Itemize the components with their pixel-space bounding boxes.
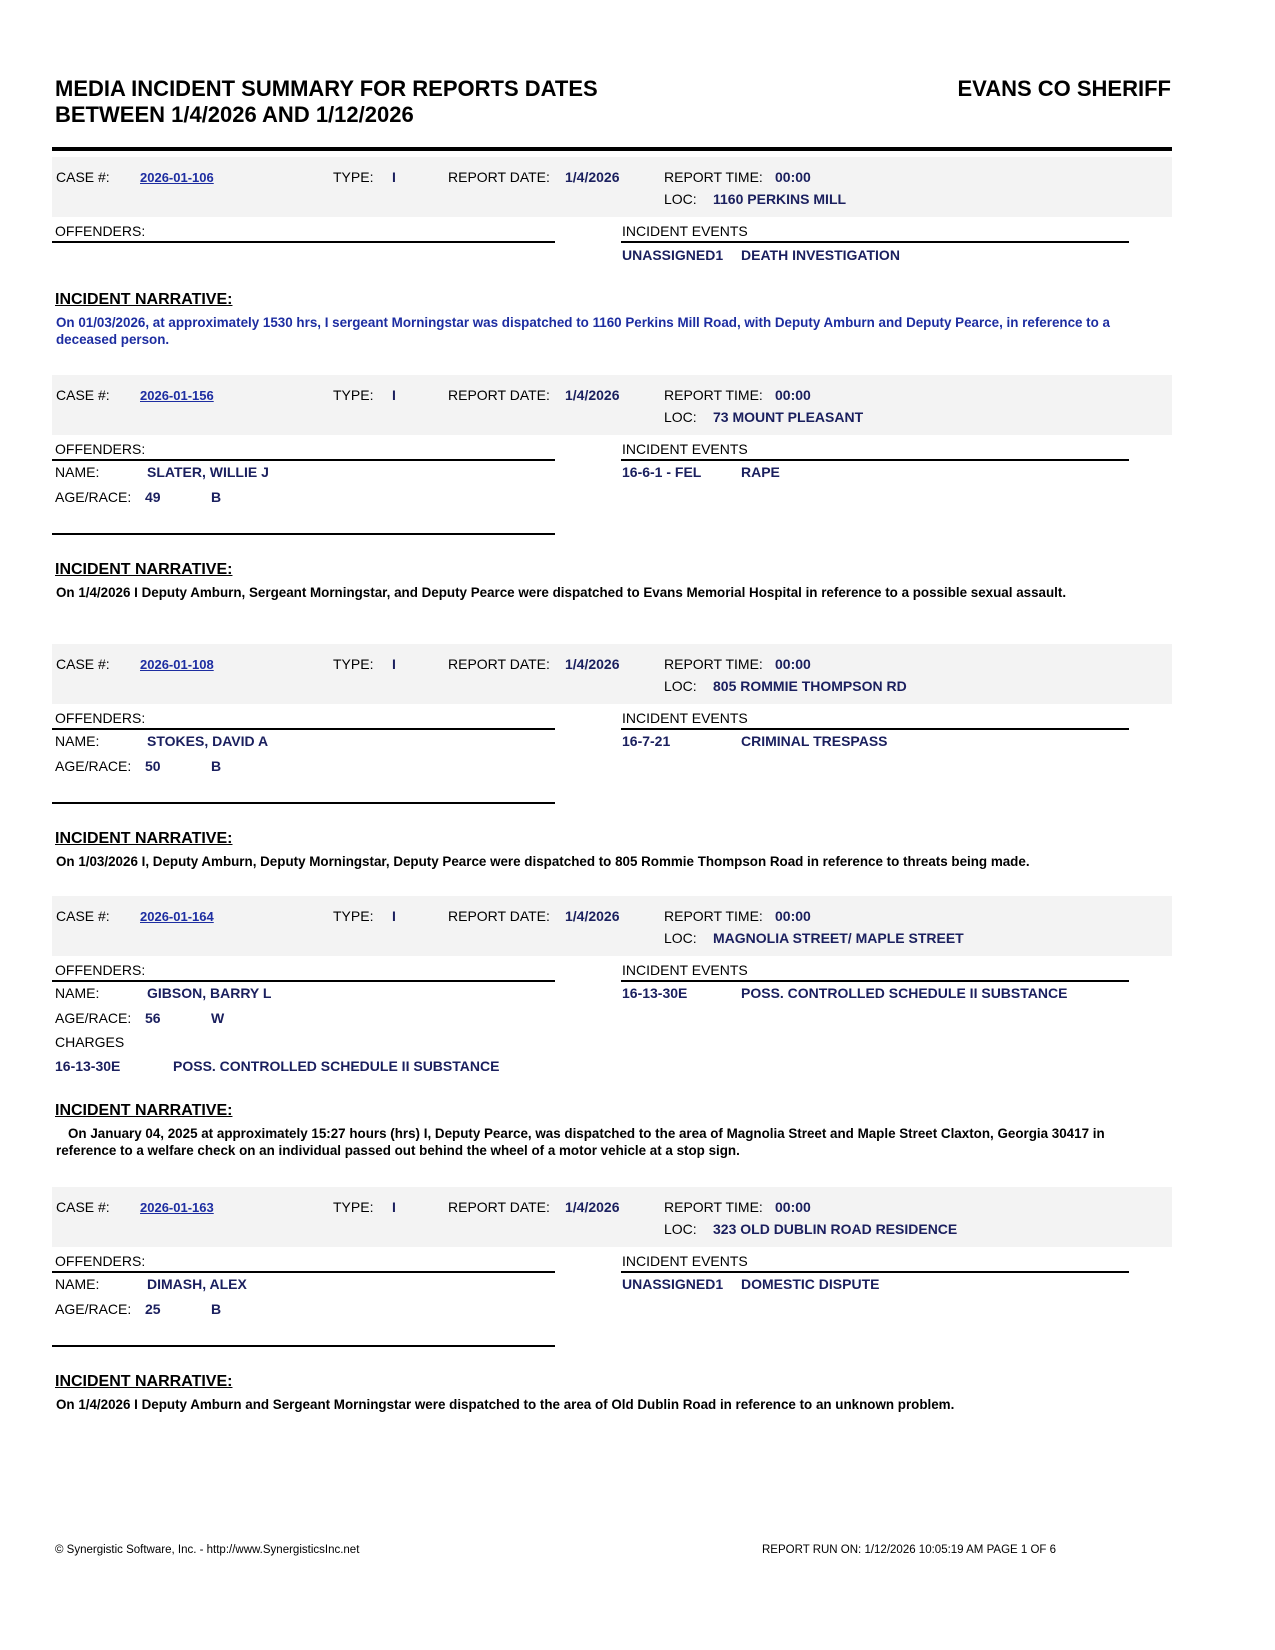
incident-narrative: On 01/03/2026, at approximately 1530 hrs, I sergeant Morningstar was dispatched to 1160 Perkins Mill Road, with Deputy Amburn and Deputy Pearce, in reference to a deceased person. — [56, 315, 1110, 347]
offenders-label: OFFENDERS: — [55, 441, 146, 457]
report-date-label: REPORT DATE: — [448, 387, 550, 403]
incident-events-label: INCIDENT EVENTS — [622, 223, 748, 239]
incident-events-label: INCIDENT EVENTS — [622, 962, 748, 978]
narrative-heading: INCIDENT NARRATIVE: — [55, 1373, 233, 1390]
offender-race: B — [211, 489, 222, 505]
incident-narrative: On 1/4/2026 I Deputy Amburn and Sergeant Morningstar were dispatched to the area of Old Dublin Road in reference to an unknown problem. — [56, 1397, 955, 1412]
offender-age: 56 — [145, 1010, 161, 1026]
report-time-value: 00:00 — [775, 169, 811, 185]
location-value: 323 OLD DUBLIN ROAD RESIDENCE — [713, 1221, 958, 1237]
location-value: 1160 PERKINS MILL — [713, 191, 847, 207]
offender-age: 50 — [145, 758, 161, 774]
report-date-label: REPORT DATE: — [448, 908, 550, 924]
event-description: DOMESTIC DISPUTE — [741, 1276, 880, 1292]
case-number-label: CASE #: — [56, 656, 110, 672]
type-value: I — [392, 387, 396, 403]
header-divider — [52, 147, 1172, 151]
footer-copyright: © Synergistic Software, Inc. - http://www.SynergisticsInc.net — [55, 1544, 360, 1556]
report-time-label: REPORT TIME: — [664, 908, 763, 924]
offender-name-label: NAME: — [55, 464, 100, 480]
type-value: I — [392, 1199, 396, 1215]
offender-name: GIBSON, BARRY L — [147, 985, 272, 1001]
location-label: LOC: — [664, 409, 697, 425]
type-label: TYPE: — [333, 387, 374, 403]
incident-events-divider — [621, 459, 1129, 461]
case-header-band — [52, 157, 1172, 217]
report-date-label: REPORT DATE: — [448, 1199, 550, 1215]
agency-name: EVANS CO SHERIFF — [957, 76, 1171, 101]
report-date-value: 1/4/2026 — [565, 1199, 620, 1215]
offenders-divider — [52, 728, 555, 730]
report-time-value: 00:00 — [775, 656, 811, 672]
incident-events-divider — [621, 1271, 1129, 1273]
report-date-label: REPORT DATE: — [448, 656, 550, 672]
offenders-divider — [52, 980, 555, 982]
offender-race: W — [211, 1010, 225, 1026]
offender-name-label: NAME: — [55, 733, 100, 749]
offender-race: B — [211, 1301, 222, 1317]
location-label: LOC: — [664, 930, 697, 946]
narrative-heading: INCIDENT NARRATIVE: — [55, 291, 233, 308]
incident-events-label: INCIDENT EVENTS — [622, 1253, 748, 1269]
location-label: LOC: — [664, 678, 697, 694]
case-header-band — [52, 1187, 1172, 1247]
offender-age: 25 — [145, 1301, 161, 1317]
location-label: LOC: — [664, 1221, 697, 1237]
case-number-link[interactable]: 2026-01-163 — [140, 1200, 214, 1215]
incident-narrative: On 1/03/2026 I, Deputy Amburn, Deputy Morningstar, Deputy Pearce were dispatched to 805 Rommie Thompson Road in reference to threats being made. — [56, 854, 1030, 869]
report-date-label: REPORT DATE: — [448, 169, 550, 185]
offender-name: DIMASH, ALEX — [147, 1276, 247, 1292]
report-title-line1: MEDIA INCIDENT SUMMARY FOR REPORTS DATES — [55, 76, 598, 101]
incident-narrative: On 1/4/2026 I Deputy Amburn, Sergeant Morningstar, and Deputy Pearce were dispatched to Evans Memorial Hospital in reference to a possible sexual assault. — [56, 585, 1067, 600]
case-header-band — [52, 375, 1172, 435]
offender-race: B — [211, 758, 222, 774]
location-value: 805 ROMMIE THOMPSON RD — [713, 678, 907, 694]
offenders-label: OFFENDERS: — [55, 223, 146, 239]
type-label: TYPE: — [333, 908, 374, 924]
report-time-label: REPORT TIME: — [664, 169, 763, 185]
age-race-label: AGE/RACE: — [55, 758, 132, 774]
report-time-label: REPORT TIME: — [664, 387, 763, 403]
offender-block-end — [52, 533, 555, 535]
report-title — [55, 76, 598, 128]
type-value: I — [392, 169, 396, 185]
charges-label: CHARGES — [55, 1034, 125, 1050]
case-number-label: CASE #: — [56, 169, 110, 185]
report-date-value: 1/4/2026 — [565, 656, 620, 672]
location-value: MAGNOLIA STREET/ MAPLE STREET — [713, 930, 964, 946]
type-label: TYPE: — [333, 169, 374, 185]
location-label: LOC: — [664, 191, 697, 207]
case-number-link[interactable]: 2026-01-106 — [140, 170, 214, 185]
offenders-label: OFFENDERS: — [55, 710, 146, 726]
report-time-value: 00:00 — [775, 1199, 811, 1215]
event-code: 16-13-30E — [622, 985, 688, 1001]
offender-name: SLATER, WILLIE J — [147, 464, 269, 480]
charge-code: 16-13-30E — [55, 1058, 121, 1074]
offender-block-end — [52, 802, 555, 804]
report-date-value: 1/4/2026 — [565, 387, 620, 403]
case-header-band — [52, 896, 1172, 956]
offenders-divider — [52, 459, 555, 461]
age-race-label: AGE/RACE: — [55, 489, 132, 505]
type-label: TYPE: — [333, 1199, 374, 1215]
offender-age: 49 — [145, 489, 161, 505]
charge-description: POSS. CONTROLLED SCHEDULE II SUBSTANCE — [173, 1058, 500, 1074]
narrative-heading: INCIDENT NARRATIVE: — [55, 1102, 233, 1119]
incident-narrative: On January 04, 2025 at approximately 15:27 hours (hrs) I, Deputy Pearce, was dispatched to the area of Magnolia Street and Maple Street Claxton, Georgia 30417 in reference to a welfare check on an individual passed out behind the wheel of a motor vehicle at a stop sign. — [56, 1126, 1105, 1158]
age-race-label: AGE/RACE: — [55, 1010, 132, 1026]
incident-events-label: INCIDENT EVENTS — [622, 710, 748, 726]
case-number-link[interactable]: 2026-01-164 — [140, 909, 214, 924]
footer-run-info: REPORT RUN ON: 1/12/2026 10:05:19 AM PAGE 1 OF 6 — [762, 1544, 1057, 1556]
event-description: CRIMINAL TRESPASS — [741, 733, 888, 749]
report-time-label: REPORT TIME: — [664, 656, 763, 672]
offenders-label: OFFENDERS: — [55, 1253, 146, 1269]
offender-block-end — [52, 1345, 555, 1347]
case-header-band — [52, 644, 1172, 704]
event-code: 16-6-1 - FEL — [622, 464, 702, 480]
case-number-label: CASE #: — [56, 387, 110, 403]
location-value: 73 MOUNT PLEASANT — [713, 409, 864, 425]
case-number-label: CASE #: — [56, 1199, 110, 1215]
case-number-label: CASE #: — [56, 908, 110, 924]
event-description: DEATH INVESTIGATION — [741, 247, 900, 263]
offenders-divider — [52, 241, 555, 243]
case-number-link[interactable]: 2026-01-156 — [140, 388, 214, 403]
event-description: RAPE — [741, 464, 780, 480]
offenders-label: OFFENDERS: — [55, 962, 146, 978]
incident-events-divider — [621, 728, 1129, 730]
incident-events-divider — [621, 241, 1129, 243]
age-race-label: AGE/RACE: — [55, 1301, 132, 1317]
report-date-value: 1/4/2026 — [565, 908, 620, 924]
event-code: UNASSIGNED1 — [622, 247, 724, 263]
offender-name-label: NAME: — [55, 985, 100, 1001]
type-label: TYPE: — [333, 656, 374, 672]
offender-name-label: NAME: — [55, 1276, 100, 1292]
report-time-label: REPORT TIME: — [664, 1199, 763, 1215]
type-value: I — [392, 656, 396, 672]
event-code: UNASSIGNED1 — [622, 1276, 724, 1292]
report-title-line2: BETWEEN 1/4/2026 AND 1/12/2026 — [55, 102, 414, 127]
incident-events-label: INCIDENT EVENTS — [622, 441, 748, 457]
narrative-heading: INCIDENT NARRATIVE: — [55, 561, 233, 578]
report-date-value: 1/4/2026 — [565, 169, 620, 185]
event-code: 16-7-21 — [622, 733, 671, 749]
report-time-value: 00:00 — [775, 387, 811, 403]
narrative-heading: INCIDENT NARRATIVE: — [55, 830, 233, 847]
offender-name: STOKES, DAVID A — [147, 733, 269, 749]
type-value: I — [392, 908, 396, 924]
case-number-link[interactable]: 2026-01-108 — [140, 657, 214, 672]
offenders-divider — [52, 1271, 555, 1273]
event-description: POSS. CONTROLLED SCHEDULE II SUBSTANCE — [741, 985, 1068, 1001]
report-time-value: 00:00 — [775, 908, 811, 924]
incident-events-divider — [621, 980, 1129, 982]
